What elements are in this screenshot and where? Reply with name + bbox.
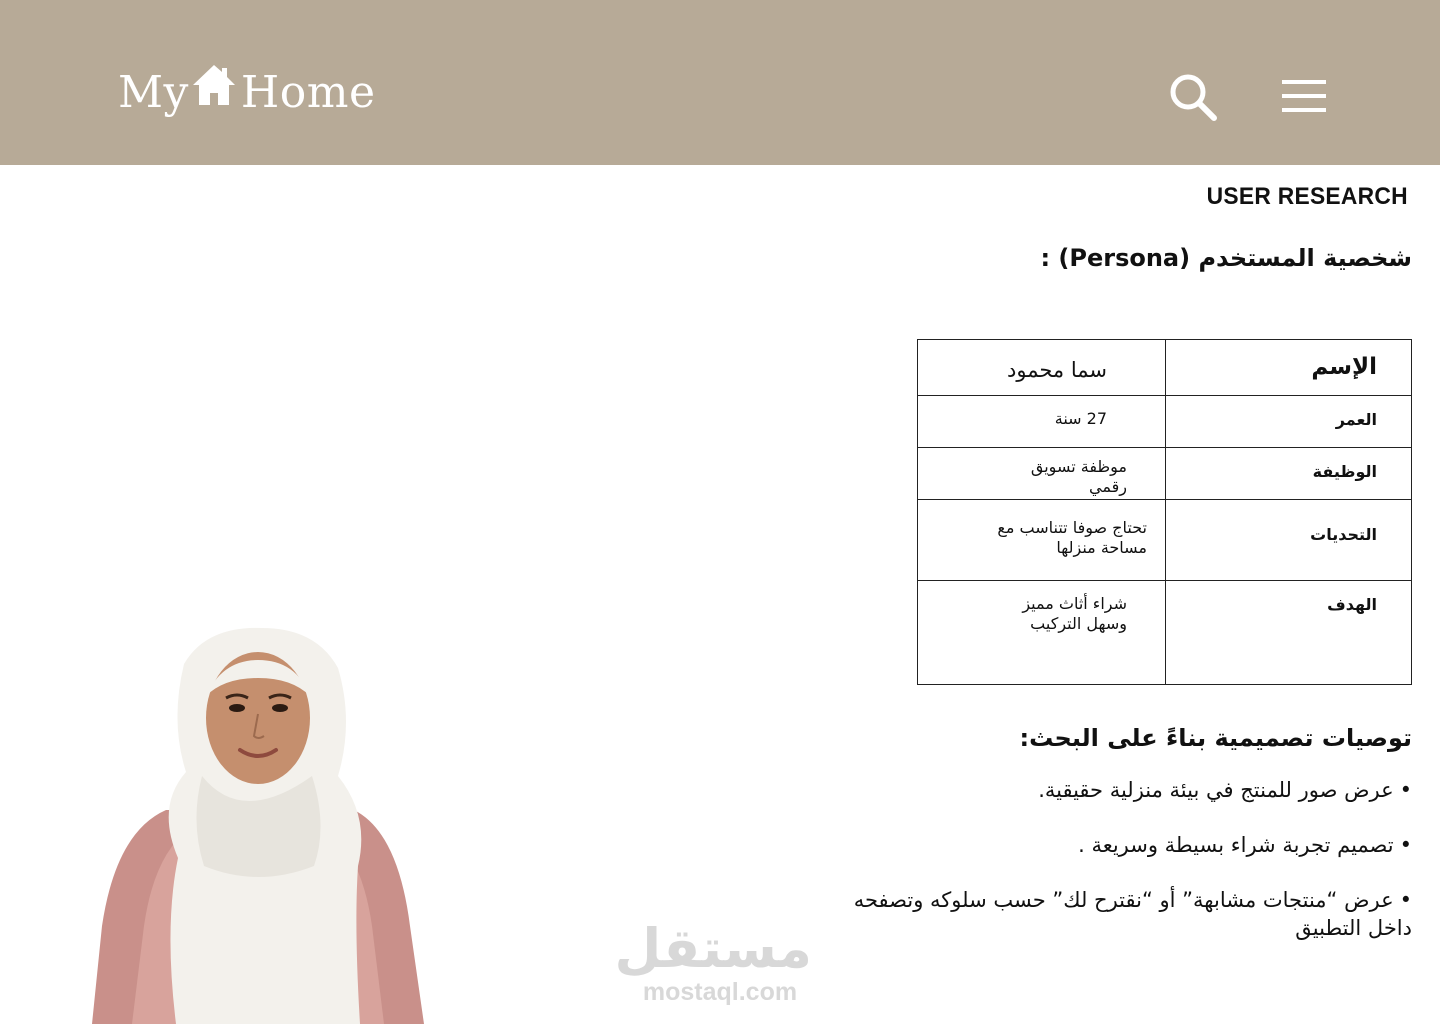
persona-key-age: العمر: [1166, 396, 1412, 448]
persona-value-text: موظفة تسويق رقمي: [1030, 457, 1127, 496]
logo-text-home: Home: [240, 66, 376, 118]
persona-key-job: الوظيفة: [1166, 448, 1412, 500]
persona-value-goal: [918, 581, 1166, 685]
recommendations-heading: توصيات تصميمية بناءً على البحث:: [1019, 724, 1412, 752]
list-item: [812, 776, 1412, 804]
hamburger-menu-icon[interactable]: [1282, 78, 1326, 114]
persona-key-name: الإسم: [1166, 340, 1412, 396]
persona-table: [917, 339, 1412, 685]
persona-value-age: [918, 396, 1166, 448]
table-row: [918, 340, 1412, 396]
watermark: [614, 917, 812, 1006]
recommendation-text: تصميم تجربة شراء بسيطة وسريعة .: [1078, 833, 1394, 857]
logo-text-my: My: [118, 66, 189, 118]
search-icon[interactable]: [1168, 72, 1218, 122]
logo[interactable]: [118, 62, 376, 122]
section-label: USER RESEARCH: [1206, 183, 1408, 210]
recommendation-text: عرض صور للمنتج في بيئة منزلية حقيقية.: [1038, 778, 1394, 802]
list-item: [812, 886, 1412, 942]
bullet-icon: •: [1399, 888, 1412, 912]
persona-value-text: شراء أثاث مميز وسهل التركيب: [1022, 594, 1127, 633]
watermark-arabic: مستقل: [614, 917, 812, 980]
persona-value-text: تحتاج صوفا تتناسب مع مساحة منزلها: [997, 518, 1147, 557]
persona-photo: [92, 626, 424, 1024]
table-row: [918, 500, 1412, 581]
persona-heading: شخصية المستخدم (Persona) :: [1040, 244, 1412, 272]
persona-value-challenges: [918, 500, 1166, 581]
persona-value-text: 27 سنة: [1054, 409, 1107, 428]
recommendations-list: [812, 776, 1412, 969]
persona-value-text: سما محمود: [1007, 358, 1107, 382]
list-item: [812, 831, 1412, 859]
persona-key-challenges: التحديات: [1166, 500, 1412, 581]
bullet-icon: •: [1399, 778, 1412, 802]
persona-value-name: [918, 340, 1166, 396]
bullet-icon: •: [1399, 833, 1412, 857]
app-header: [0, 0, 1440, 165]
table-row: [918, 396, 1412, 448]
table-row: [918, 448, 1412, 500]
persona-value-job: [918, 448, 1166, 500]
watermark-latin: mostaql.com: [642, 978, 798, 1006]
recommendation-text: عرض “منتجات مشابهة” أو “نقترح لك” حسب سلوكه وتصفحه داخل التطبيق: [853, 888, 1412, 940]
persona-key-goal: الهدف: [1166, 581, 1412, 685]
table-row: [918, 581, 1412, 685]
house-icon: [191, 63, 237, 107]
